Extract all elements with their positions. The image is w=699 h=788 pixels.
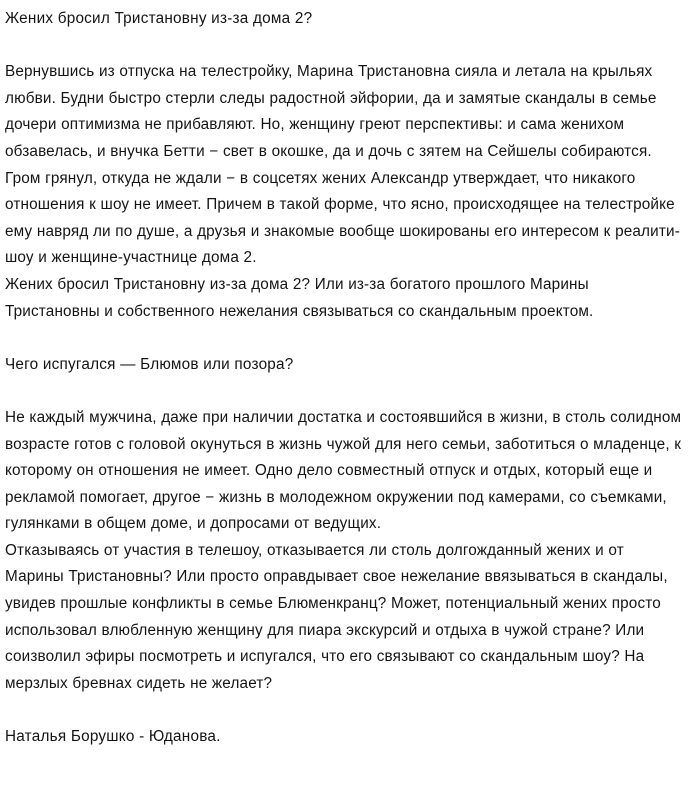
heading-1: Жених бросил Тристановну из-за дома 2?	[5, 10, 313, 27]
heading-2: Чего испугался — Блюмов или позора?	[5, 355, 294, 373]
spacer-2	[5, 325, 685, 352]
spacer-1	[5, 33, 685, 60]
paragraph-4: Не каждый мужчина, даже при наличии достатка и состоявшийся в жизни, в столь солидном возрасте готов с головой окунуться в жизнь чужой для него семьи, заботиться о младенце, к которому он отношения не имеет. Одно дело совместный отпуск и отдых, который еще и рекламой помогает, другое − жизнь в молодежном окружении под камерами, со съемками, гулянками в общем доме, и допросами от ведущих.	[5, 408, 682, 533]
spacer-4	[5, 697, 685, 724]
paragraph-3: Жених бросил Тристановну из-за дома 2? Или из-за богатого прошлого Марины Тристановны и собственного нежелания связываться со скандальным проектом.	[5, 275, 594, 320]
paragraph-5: Отказываясь от участия в телешоу, отказывается ли столь долгожданный жених и от Марины Тристановны? Или просто оправдывает свое нежелание ввязываться в скандалы, увидев прошлые конфликты в семье Блюменкранц? Может, потенциальный жених просто использовал влюбленную женщину для пиара экскурсий и отдыха в чужой стране? Или соизволил эфиры посмотреть и испугался, что его связывают со скандальным шоу? На мерзлых бревнах сидеть не желает?	[5, 541, 668, 692]
author-signature: Наталья Борушко - Юданова.	[5, 728, 221, 746]
paragraph-1: Вернувшись из отпуска на телестройку, Марина Тристановна сияла и летала на крыльях любви. Будни быстро стерли следы радостной эйфории, да и замятые скандалы в семье дочери оптимизма не прибавляют. Но, женщину греют перспективы: и сама женихом обзавелась, и внучка Бетти − свет в окошке, да и дочь с зятем на Сейшелы собираются.	[5, 63, 657, 160]
spacer-3	[5, 378, 685, 405]
paragraph-2: Гром грянул, откуда не ждали − в соцсетях жених Александр утверждает, что никакого отношения к шоу не имеет. Причем в такой форме, что ясно, происходящее на телестройке ему навряд ли по душе, а друзья и знакомые вообще шокированы его интересом к реалити-шоу и женщине-участнице дома 2.	[5, 169, 680, 267]
